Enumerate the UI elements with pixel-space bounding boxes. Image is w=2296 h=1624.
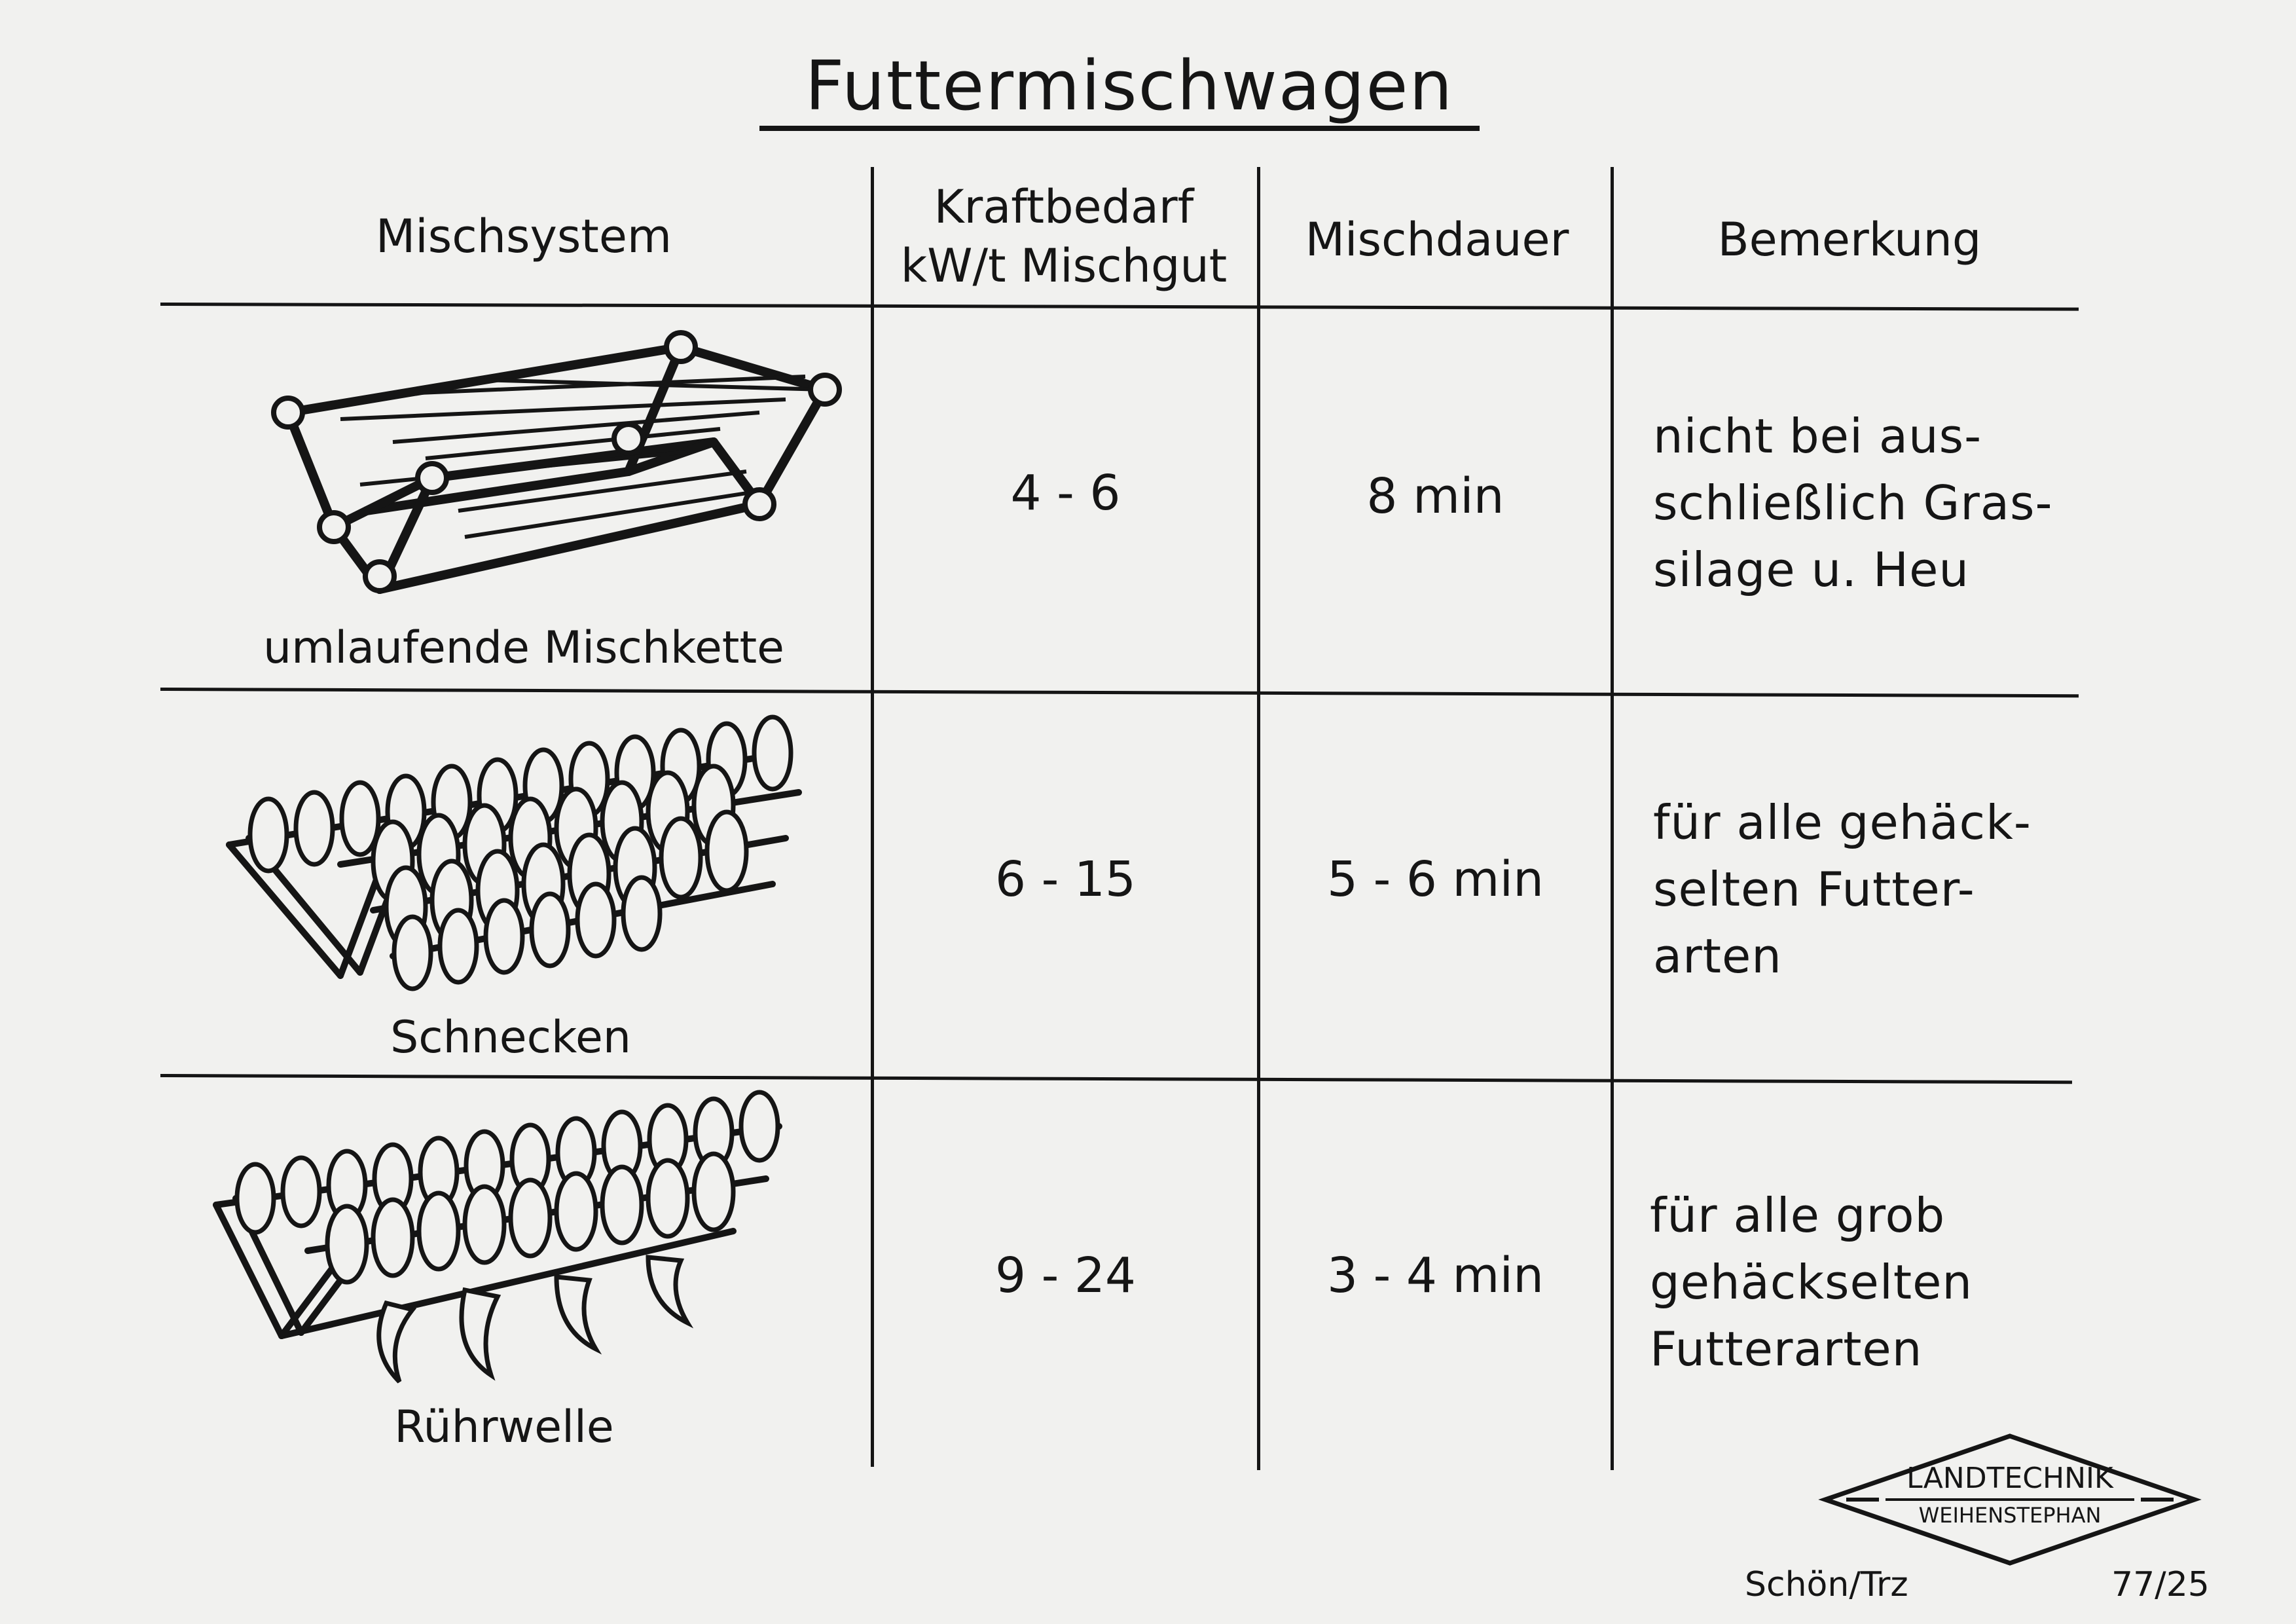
row2-power-value: 6 - 15 [995, 851, 1136, 908]
header-power-line2: kW/t Mischgut [900, 239, 1228, 293]
row2-system-caption: Schnecken [390, 1012, 631, 1063]
row3-system-caption: Rührwelle [394, 1401, 614, 1453]
row2-duration-value: 5 - 6 min [1327, 851, 1544, 908]
row1-divider [160, 688, 2079, 697]
header-remark: Bemerkung [1717, 213, 1982, 267]
augers-icon [210, 714, 831, 1002]
header-power-line1: Kraftbedarf [934, 180, 1194, 234]
footer-number: 77/25 [2111, 1565, 2210, 1604]
row1-power-value: 4 - 6 [1010, 465, 1121, 521]
row2-divider [160, 1074, 2072, 1084]
footer-author: Schön/Trz [1745, 1565, 1908, 1604]
logo-line1: LANDTECHNIK [1906, 1462, 2113, 1495]
header-divider [160, 303, 2079, 311]
agitator-shaft-icon [190, 1087, 818, 1401]
row1-remark: nicht bei aus- schließlich Gras- silage u. Heu [1653, 409, 2053, 597]
row3-remark: für alle grob gehäckselten Futterarten [1650, 1188, 1973, 1376]
header-duration: Mischdauer [1305, 213, 1569, 267]
row1-duration-value: 8 min [1366, 468, 1504, 525]
row3-power-value: 9 - 24 [995, 1247, 1136, 1304]
row3-duration-value: 3 - 4 min [1327, 1247, 1544, 1304]
header-system: Mischsystem [375, 210, 672, 263]
row1-system-caption: umlaufende Mischkette [263, 622, 784, 674]
title-underline [759, 126, 1480, 131]
row2-remark: für alle gehäck- selten Futter- arten [1653, 795, 2032, 984]
page-title: Futtermischwagen [805, 46, 1454, 126]
column-divider-3 [1611, 167, 1614, 1470]
logo-line2: WEIHENSTEPHAN [1918, 1503, 2102, 1528]
mixing-chain-icon [262, 314, 851, 596]
landtechnik-logo-icon [1820, 1431, 2200, 1568]
